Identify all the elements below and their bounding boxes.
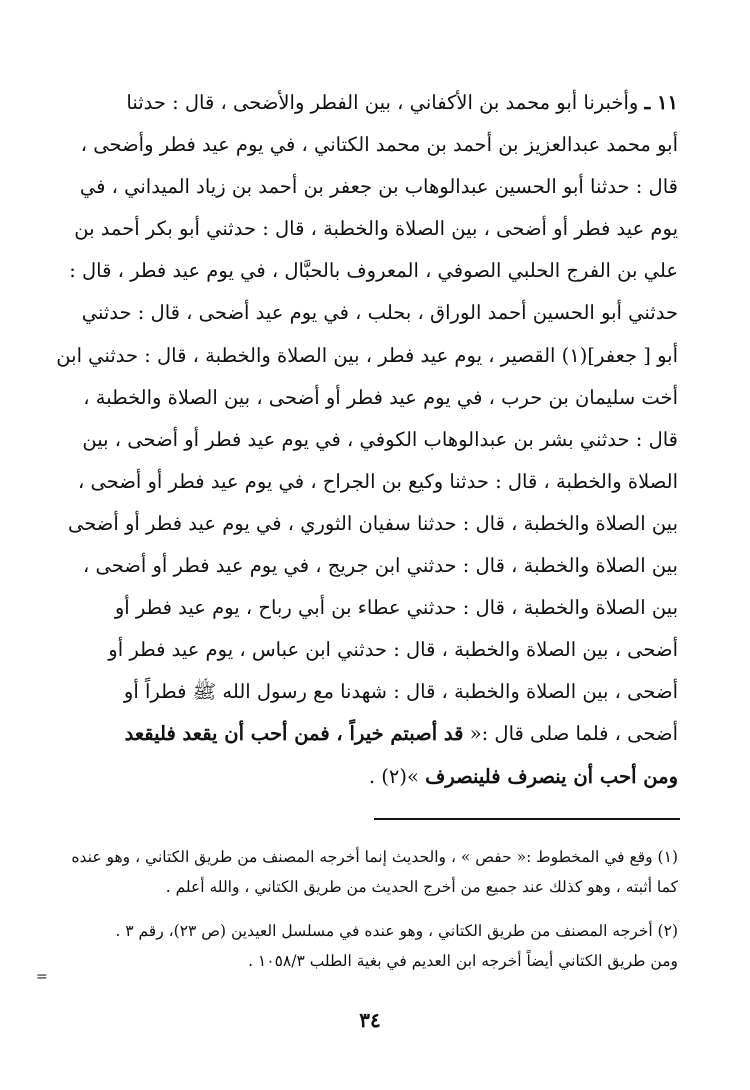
hadith-line: الصلاة والخطبة ، قال : حدثنا وكيع بن الجراح ، في يوم عيد فطر أو أضحى ،	[78, 469, 678, 493]
continuation-mark: =	[36, 969, 48, 985]
footnote-ref: »(٢) .	[368, 764, 419, 788]
hadith-line: يوم عيد فطر أو أضحى ، بين الصلاة والخطبة ، قال : حدثني أبو بكر أحمد بن	[74, 217, 678, 241]
footnote-line: كما أثبته ، وهو كذلك عند جميع من أخرج الحديث من طريق الكتاني ، والله أعلم .	[165, 878, 678, 896]
footnote-line: (١) وقع في المخطوط :« حفص » ، والحديث إنما أخرجه المصنف من طريق الكتاني ، وهو عنده	[71, 848, 678, 866]
hadith-text	[48, 82, 678, 798]
hadith-line: بين الصلاة والخطبة ، قال : حدثني عطاء بن أبي رباح ، يوم عيد فطر أو	[114, 596, 678, 620]
hadith-number: ١١ ـ	[644, 91, 678, 114]
prophetic-saying-end: ومن أحب أن ينصرف فلينصرف	[425, 764, 678, 788]
hadith-line: أبو [ جعفر](١) القصير ، يوم عيد فطر ، بين الصلاة والخطبة ، قال : حدثني ابن	[56, 343, 678, 367]
footnotes	[38, 842, 678, 990]
footnote-1	[38, 842, 678, 902]
hadith-line-plain: أضحى ، فلما صلى قال :«	[469, 722, 678, 746]
footnote-line: (٢) أخرجه المصنف من طريق الكتاني ، وهو عنده في مسلسل العيدين (ص ٢٣)، رقم ٣ .	[115, 922, 678, 940]
hadith-line	[48, 756, 678, 798]
hadith-line: علي بن الفرج الحلبي الصوفي ، المعروف بالحبَّال ، في يوم عيد فطر ، قال :	[69, 259, 678, 283]
hadith-line: قال : حدثنا أبو الحسين عبدالوهاب بن جعفر بن أحمد بن زياد الميداني ، في	[79, 175, 678, 199]
hadith-line: أضحى ، بين الصلاة والخطبة ، قال : شهدنا مع رسول الله ﷺ فطراً أو	[123, 680, 678, 704]
hadith-line: بين الصلاة والخطبة ، قال : حدثني ابن جريج ، في يوم عيد فطر أو أضحى ،	[82, 554, 678, 578]
footnote-2	[38, 916, 678, 976]
footnote-line: ومن طريق الكتاني أيضاً أخرجه ابن العديم في بغية الطلب ١٠٥٨/٣ .	[248, 952, 678, 970]
page-number: ٣٤	[359, 1008, 381, 1032]
hadith-line: حدثني أبو الحسين أحمد الوراق ، بحلب ، في يوم عيد أضحى ، قال : حدثني	[81, 301, 678, 325]
hadith-line: بين الصلاة والخطبة ، قال : حدثنا سفيان الثوري ، في يوم عيد فطر أو أضحى	[67, 511, 678, 535]
hadith-line: ١١ ـ وأخبرنا أبو محمد بن الأكفاني ، بين الفطر والأضحى ، قال : حدثنا	[126, 91, 678, 114]
footnote-separator	[374, 818, 680, 820]
hadith-line: أخت سليمان بن حرب ، في يوم عيد فطر أو أضحى ، بين الصلاة والخطبة ،	[83, 385, 678, 409]
hadith-line: أبو محمد عبدالعزيز بن أحمد بن محمد الكتاني ، في يوم عيد فطر وأضحى ،	[80, 133, 678, 157]
prophetic-saying: قد أصبتم خيراً ، فمن أحب أن يقعد فليقعد	[124, 722, 464, 746]
hadith-line	[48, 713, 678, 755]
hadith-line: أضحى ، بين الصلاة والخطبة ، قال : حدثني ابن عباس ، يوم عيد فطر أو	[108, 638, 678, 662]
hadith-line: قال : حدثني بشر بن عبدالوهاب الكوفي ، في يوم عيد فطر أو أضحى ، بين	[82, 427, 678, 451]
